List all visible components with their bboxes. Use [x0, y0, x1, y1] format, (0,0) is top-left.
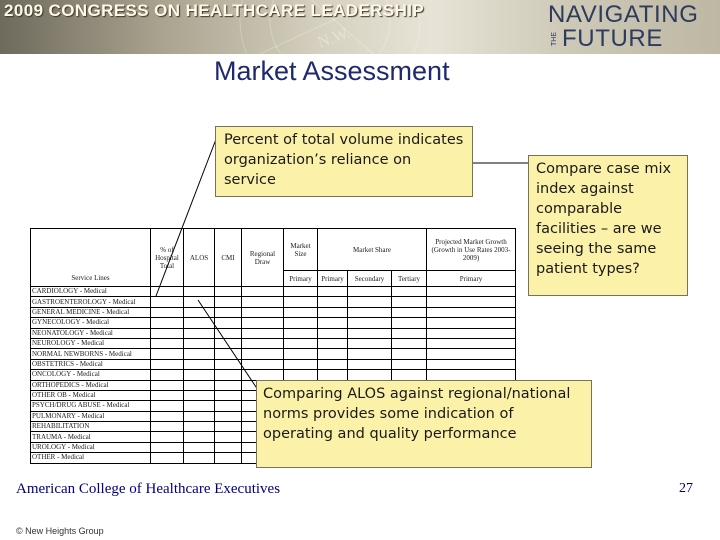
- page-number: 27: [679, 481, 693, 496]
- col-header-cmi: CMI: [215, 229, 242, 287]
- service-line-label: ONCOLOGY - Medical: [31, 370, 151, 380]
- col-header-share-primary: Primary: [318, 271, 348, 287]
- service-line-label: ORTHOPEDICS - Medical: [31, 380, 151, 390]
- conference-title: 2009 CONGRESS ON HEALTHCARE LEADERSHIP: [4, 1, 425, 20]
- slide-title: Market Assessment: [214, 56, 450, 86]
- service-line-label: TRAUMA - Medical: [31, 432, 151, 442]
- col-header-market-size: Market Size: [284, 229, 318, 271]
- service-line-label: GENERAL MEDICINE - Medical: [31, 307, 151, 317]
- col-header-service-lines: Service Lines: [31, 271, 151, 287]
- service-line-label: PSYCH/DRUG ABUSE - Medical: [31, 401, 151, 411]
- callout-case-mix: Compare case mix index against comparable facilities – are we seeing the same patient types?: [528, 155, 688, 296]
- footer-copyright: © New Heights Group: [16, 526, 104, 536]
- col-header-growth-primary: Primary: [427, 271, 516, 287]
- logo-the-text: THE: [551, 32, 558, 46]
- col-header-regional-draw: Regional Draw: [242, 229, 284, 287]
- col-header-share-tertiary: Tertiary: [392, 271, 427, 287]
- svg-text:N.W.: N.W.: [315, 24, 353, 52]
- service-line-label: GASTROENTEROLOGY - Medical: [31, 297, 151, 307]
- service-line-label: OTHER - Medical: [31, 453, 151, 463]
- col-header-projected-growth: Projected Market Growth (Growth in Use Rates 2003-2009): [427, 229, 516, 271]
- service-line-label: OBSTETRICS - Medical: [31, 359, 151, 369]
- col-header-pct-volume: % of Hospital Total: [151, 229, 184, 287]
- col-header-alos: ALOS: [184, 229, 215, 287]
- service-line-label: UROLOGY - Medical: [31, 442, 151, 452]
- logo-navigating-text: NAVIGATING: [548, 1, 699, 28]
- callout-alos-comparison: Comparing ALOS against regional/national norms provides some indication of operating and quality performance: [256, 380, 592, 468]
- service-line-label: NORMAL NEWBORNS - Medical: [31, 349, 151, 359]
- logo-future-text: FUTURE: [562, 25, 663, 52]
- col-header-market-share: Market Share: [318, 229, 427, 271]
- service-line-label: PULMONARY - Medical: [31, 411, 151, 421]
- service-line-label: REHABILITATION: [31, 422, 151, 432]
- col-header-size-primary: Primary: [284, 271, 318, 287]
- connector-alos-callout: [198, 300, 258, 390]
- connector-volume-callout: [156, 134, 218, 296]
- col-header-share-secondary: Secondary: [348, 271, 392, 287]
- service-line-label: CARDIOLOGY - Medical: [31, 287, 151, 297]
- footer-organization: American College of Healthcare Executives: [16, 481, 281, 497]
- service-line-label: NEUROLOGY - Medical: [31, 338, 151, 348]
- service-line-label: NEONATOLOGY - Medical: [31, 328, 151, 338]
- service-line-label: OTHER OB - Medical: [31, 390, 151, 400]
- service-line-label: GYNECOLOGY - Medical: [31, 318, 151, 328]
- callout-volume-reliance: Percent of total volume indicates organization’s reliance on service: [215, 126, 473, 197]
